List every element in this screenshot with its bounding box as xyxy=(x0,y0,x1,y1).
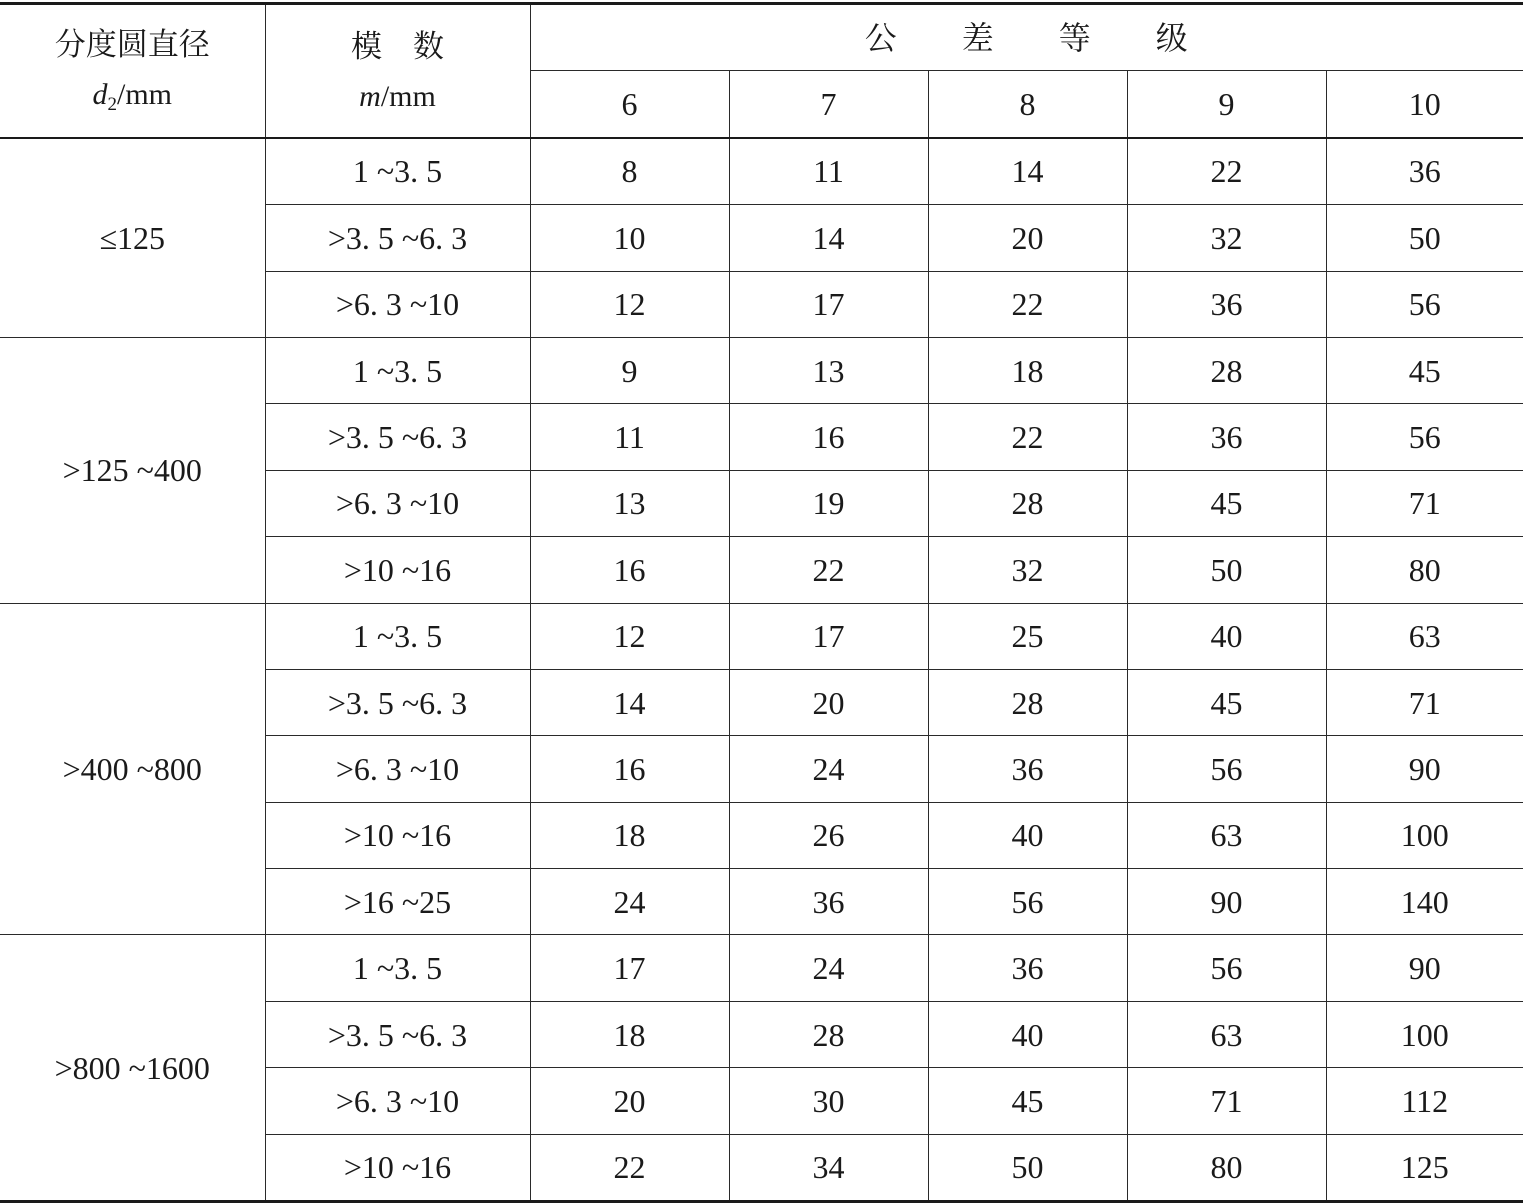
tolerance-value-cell: 24 xyxy=(530,869,729,935)
tolerance-value-cell: 14 xyxy=(928,138,1127,205)
tolerance-value-cell: 22 xyxy=(729,537,928,603)
table-row xyxy=(0,337,1523,403)
module-range-cell: 1 ~3. 5 xyxy=(265,138,530,205)
module-header xyxy=(265,4,530,138)
module-range-cell: >6. 3 ~10 xyxy=(265,736,530,802)
tolerance-value-cell: 36 xyxy=(729,869,928,935)
tolerance-value-cell: 12 xyxy=(530,271,729,337)
tolerance-value-cell: 17 xyxy=(729,603,928,669)
tolerance-value-cell: 18 xyxy=(530,802,729,868)
grade-9-header: 9 xyxy=(1127,71,1326,138)
diameter-header xyxy=(0,4,265,138)
module-range-cell: 1 ~3. 5 xyxy=(265,337,530,403)
tolerance-value-cell: 17 xyxy=(530,935,729,1001)
tolerance-value-cell: 56 xyxy=(1127,736,1326,802)
module-range-cell: 1 ~3. 5 xyxy=(265,603,530,669)
tolerance-value-cell: 45 xyxy=(1127,470,1326,536)
module-range-cell: >16 ~25 xyxy=(265,869,530,935)
tolerance-value-cell: 50 xyxy=(1127,537,1326,603)
tolerance-value-cell: 56 xyxy=(928,869,1127,935)
grade-7-header: 7 xyxy=(729,71,928,138)
tolerance-value-cell: 22 xyxy=(928,404,1127,470)
tolerance-value-cell: 100 xyxy=(1326,1001,1523,1067)
tolerance-value-cell: 22 xyxy=(928,271,1127,337)
tolerance-value-cell: 9 xyxy=(530,337,729,403)
tolerance-value-cell: 63 xyxy=(1326,603,1523,669)
tolerance-value-cell: 63 xyxy=(1127,802,1326,868)
module-range-cell: >3. 5 ~6. 3 xyxy=(265,669,530,735)
tolerance-value-cell: 63 xyxy=(1127,1001,1326,1067)
tolerance-value-cell: 20 xyxy=(530,1068,729,1134)
tolerance-value-cell: 17 xyxy=(729,271,928,337)
tolerance-value-cell: 28 xyxy=(928,470,1127,536)
tolerance-value-cell: 30 xyxy=(729,1068,928,1134)
tolerance-value-cell: 80 xyxy=(1127,1134,1326,1201)
tolerance-value-cell: 112 xyxy=(1326,1068,1523,1134)
tolerance-value-cell: 40 xyxy=(1127,603,1326,669)
tolerance-value-cell: 25 xyxy=(928,603,1127,669)
tolerance-value-cell: 24 xyxy=(729,935,928,1001)
module-range-cell: 1 ~3. 5 xyxy=(265,935,530,1001)
module-range-cell: >10 ~16 xyxy=(265,537,530,603)
tolerance-value-cell: 12 xyxy=(530,603,729,669)
tolerance-value-cell: 34 xyxy=(729,1134,928,1201)
tolerance-value-cell: 13 xyxy=(530,470,729,536)
module-range-cell: >3. 5 ~6. 3 xyxy=(265,1001,530,1067)
diameter-symbol: d xyxy=(92,78,108,112)
tolerance-value-cell: 36 xyxy=(928,935,1127,1001)
tolerance-value-cell: 22 xyxy=(530,1134,729,1201)
tolerance-value-cell: 32 xyxy=(1127,205,1326,271)
table-body xyxy=(0,138,1523,1202)
tolerance-value-cell: 14 xyxy=(530,669,729,735)
tolerance-value-cell: 36 xyxy=(928,736,1127,802)
tolerance-value-cell: 90 xyxy=(1326,736,1523,802)
tolerance-value-cell: 80 xyxy=(1326,537,1523,603)
diameter-range-cell: ≤125 xyxy=(0,138,265,338)
tolerance-value-cell: 16 xyxy=(729,404,928,470)
grade-10-header: 10 xyxy=(1326,71,1523,138)
tolerance-value-cell: 71 xyxy=(1127,1068,1326,1134)
tolerance-value-cell: 56 xyxy=(1326,271,1523,337)
tolerance-value-cell: 18 xyxy=(530,1001,729,1067)
table-row xyxy=(0,603,1523,669)
diameter-unit: /mm xyxy=(116,78,172,112)
grade-8-header: 8 xyxy=(928,71,1127,138)
tolerance-value-cell: 16 xyxy=(530,537,729,603)
grade-header-char: 公 xyxy=(864,18,898,57)
grade-6-header: 6 xyxy=(530,71,729,138)
tolerance-value-cell: 10 xyxy=(530,205,729,271)
tolerance-value-cell: 32 xyxy=(928,537,1127,603)
module-header-unit xyxy=(266,82,530,112)
tolerance-value-cell: 20 xyxy=(928,205,1127,271)
diameter-subscript: 2 xyxy=(107,94,117,116)
tolerance-value-cell: 71 xyxy=(1326,669,1523,735)
tolerance-value-cell: 20 xyxy=(729,669,928,735)
tolerance-value-cell: 90 xyxy=(1127,869,1326,935)
tolerance-value-cell: 100 xyxy=(1326,802,1523,868)
table-header xyxy=(0,4,1523,138)
tolerance-value-cell: 26 xyxy=(729,802,928,868)
tolerance-value-cell: 16 xyxy=(530,736,729,802)
table-row xyxy=(0,935,1523,1001)
tolerance-value-cell: 50 xyxy=(1326,205,1523,271)
module-range-cell: >6. 3 ~10 xyxy=(265,470,530,536)
tolerance-value-cell: 28 xyxy=(1127,337,1326,403)
module-range-cell: >3. 5 ~6. 3 xyxy=(265,404,530,470)
diameter-header-unit xyxy=(0,80,265,114)
diameter-range-cell: >125 ~400 xyxy=(0,337,265,603)
module-range-cell: >3. 5 ~6. 3 xyxy=(265,205,530,271)
tolerance-value-cell: 11 xyxy=(530,404,729,470)
tolerance-value-cell: 11 xyxy=(729,138,928,205)
diameter-header-label: 分度圆直径 xyxy=(54,27,210,64)
tolerance-table xyxy=(0,2,1523,1203)
tolerance-value-cell: 40 xyxy=(928,802,1127,868)
tolerance-value-cell: 56 xyxy=(1127,935,1326,1001)
tolerance-value-cell: 45 xyxy=(1127,669,1326,735)
tolerance-value-cell: 18 xyxy=(928,337,1127,403)
tolerance-value-cell: 14 xyxy=(729,205,928,271)
module-range-cell: >10 ~16 xyxy=(265,1134,530,1201)
table-row xyxy=(0,138,1523,205)
module-header-label: 模 数 xyxy=(351,29,444,66)
diameter-range-cell: >400 ~800 xyxy=(0,603,265,935)
tolerance-value-cell: 22 xyxy=(1127,138,1326,205)
tolerance-value-cell: 45 xyxy=(1326,337,1523,403)
tolerance-value-cell: 50 xyxy=(928,1134,1127,1201)
module-range-cell: >10 ~16 xyxy=(265,802,530,868)
tolerance-value-cell: 40 xyxy=(928,1001,1127,1067)
tolerance-value-cell: 8 xyxy=(530,138,729,205)
tolerance-value-cell: 28 xyxy=(928,669,1127,735)
tolerance-value-cell: 13 xyxy=(729,337,928,403)
tolerance-value-cell: 45 xyxy=(928,1068,1127,1134)
grade-header-char: 级 xyxy=(1155,18,1189,57)
module-range-cell: >6. 3 ~10 xyxy=(265,1068,530,1134)
tolerance-value-cell: 140 xyxy=(1326,869,1523,935)
grade-header-char: 等 xyxy=(1058,18,1092,57)
tolerance-value-cell: 36 xyxy=(1326,138,1523,205)
tolerance-value-cell: 36 xyxy=(1127,271,1326,337)
tolerance-value-cell: 36 xyxy=(1127,404,1326,470)
tolerance-value-cell: 56 xyxy=(1326,404,1523,470)
module-range-cell: >6. 3 ~10 xyxy=(265,271,530,337)
tolerance-value-cell: 90 xyxy=(1326,935,1523,1001)
module-unit: /mm xyxy=(380,80,436,114)
tolerance-value-cell: 125 xyxy=(1326,1134,1523,1201)
tolerance-value-cell: 71 xyxy=(1326,470,1523,536)
tolerance-value-cell: 24 xyxy=(729,736,928,802)
tolerance-value-cell: 28 xyxy=(729,1001,928,1067)
grade-header xyxy=(530,4,1523,71)
diameter-range-cell: >800 ~1600 xyxy=(0,935,265,1202)
grade-header-char: 差 xyxy=(961,18,995,57)
tolerance-value-cell: 19 xyxy=(729,470,928,536)
module-symbol: m xyxy=(359,80,381,114)
